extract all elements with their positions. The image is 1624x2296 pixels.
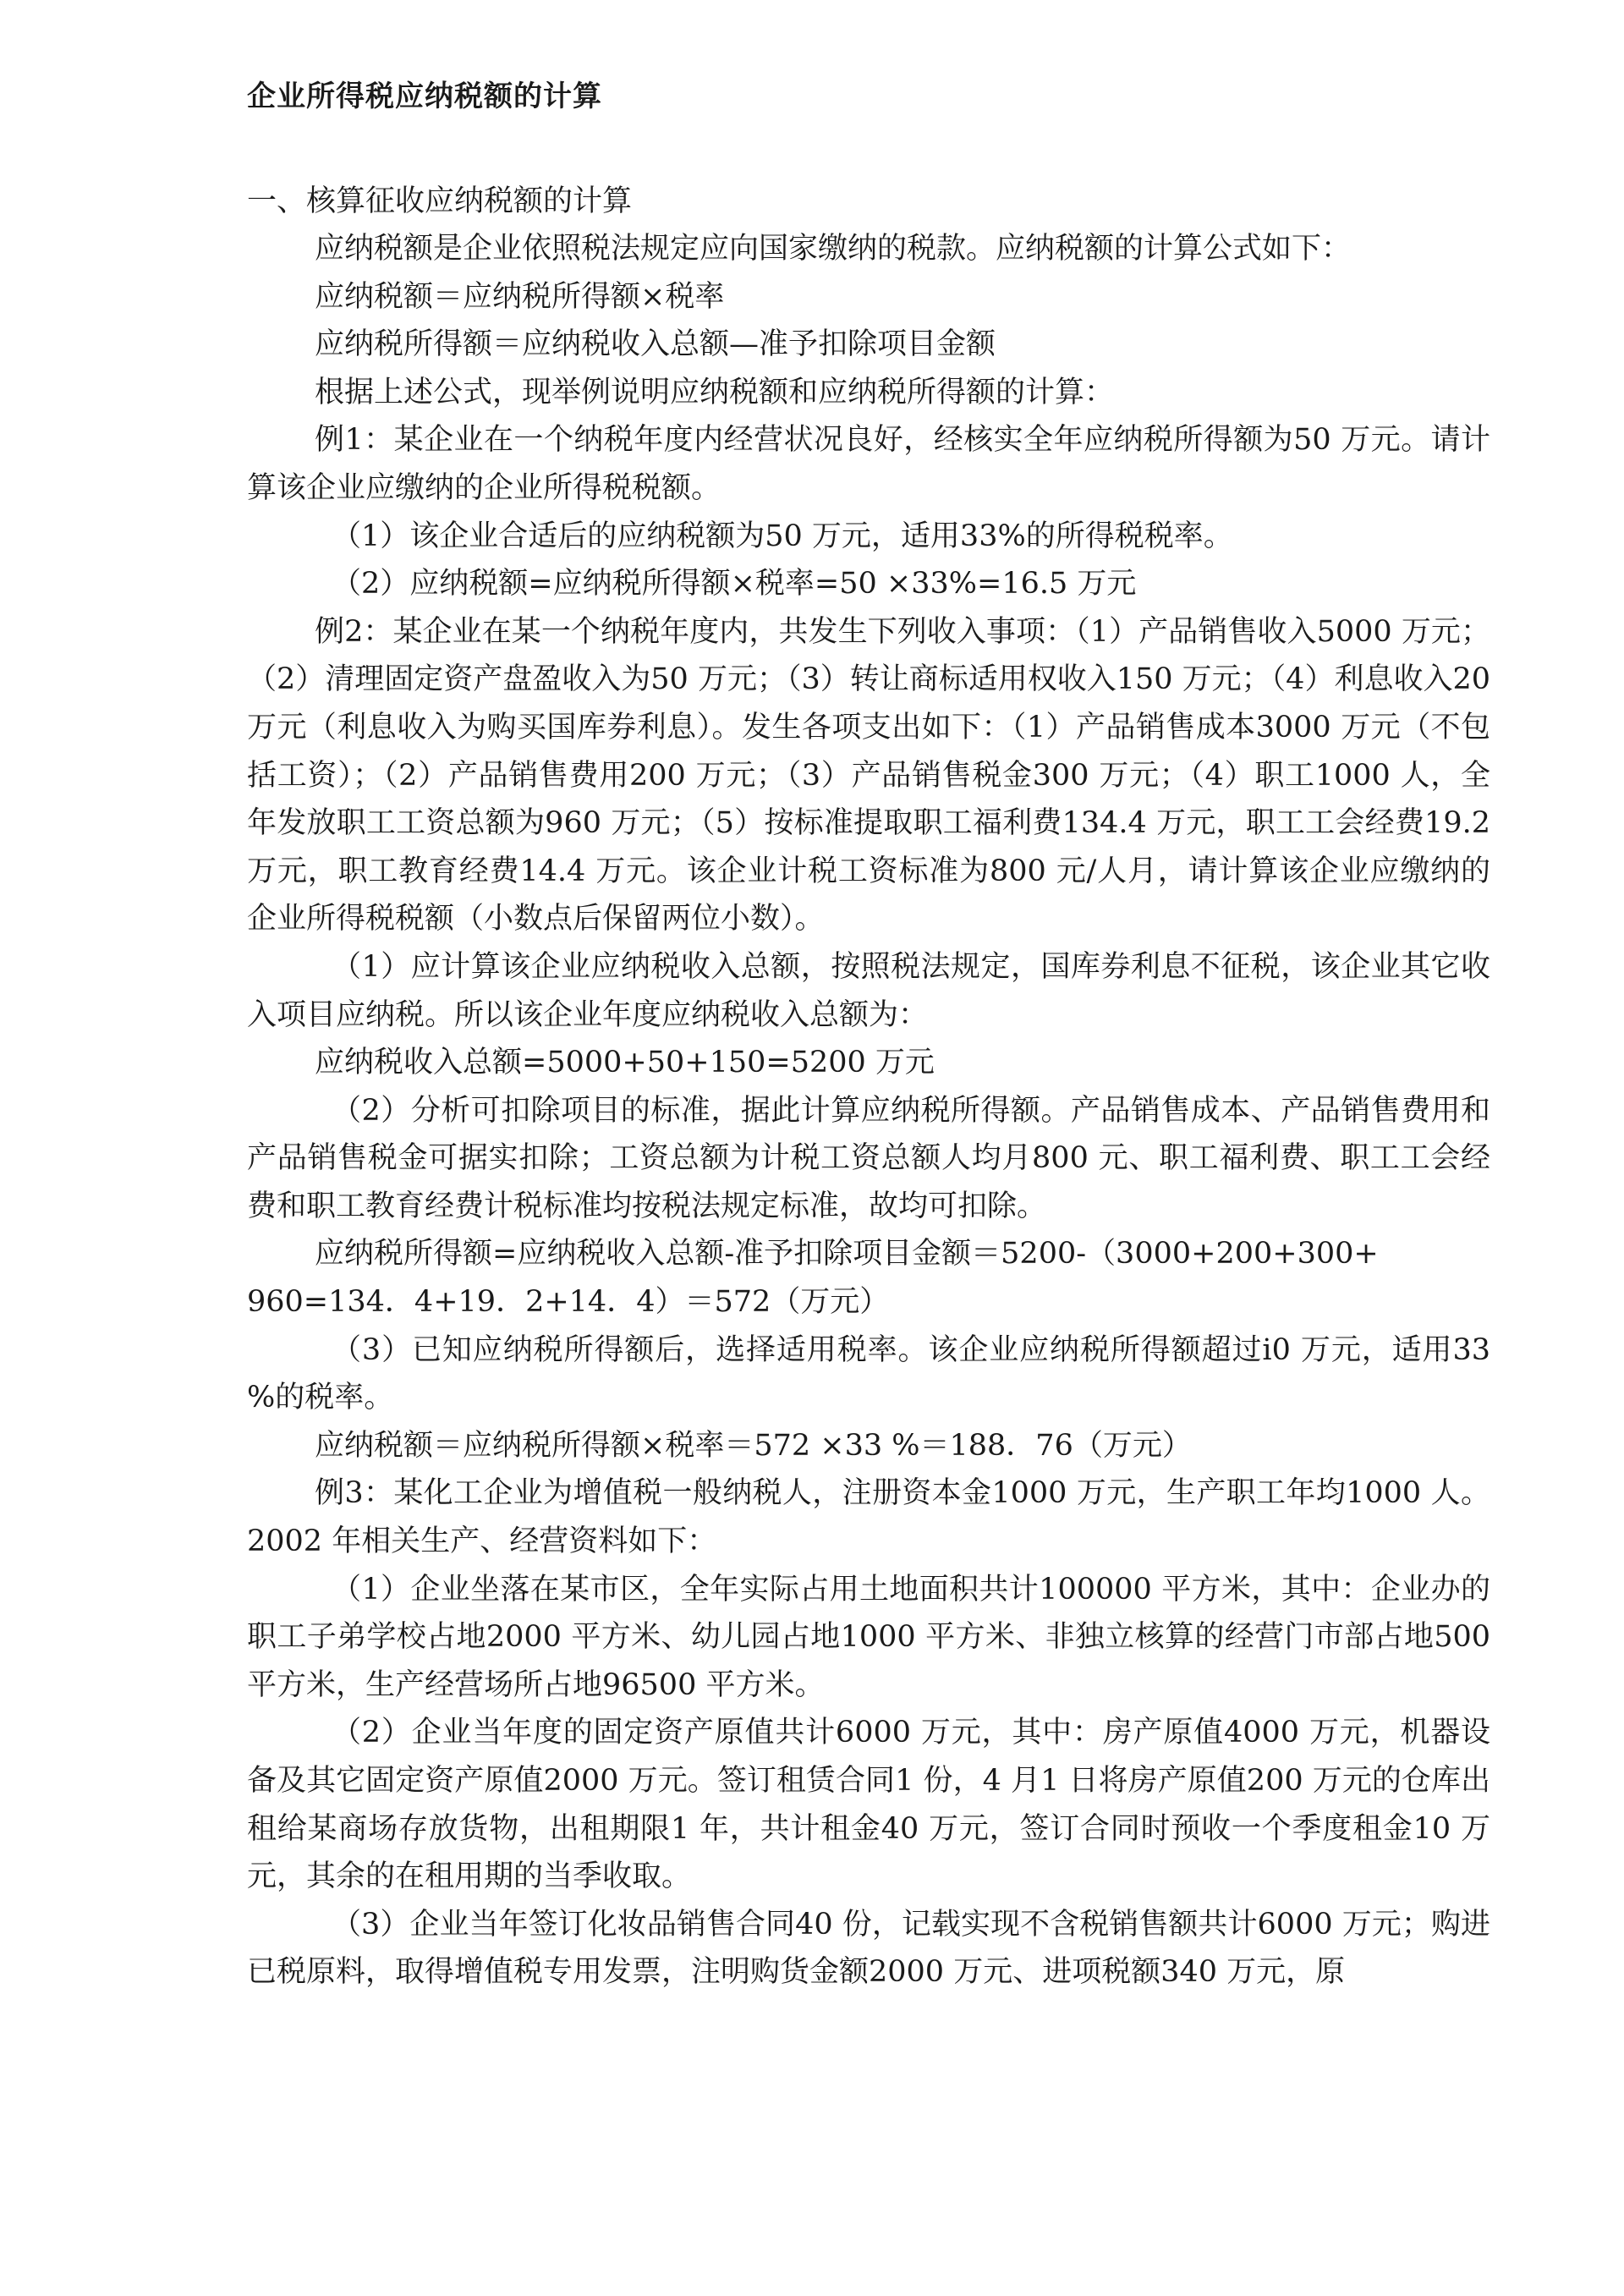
paragraph-intro: 应纳税额是企业依照税法规定应向国家缴纳的税款。应纳税额的计算公式如下： bbox=[315, 232, 1352, 266]
formula-taxable-income: 应纳税所得额＝应纳税收入总额—准予扣除项目金额 bbox=[315, 327, 996, 362]
document-page bbox=[247, 76, 1490, 1997]
paragraph-example-lead: 根据上述公式，现举例说明应纳税额和应纳税所得额的计算： bbox=[315, 375, 1115, 409]
example-3-item-3: （3）企业当年签订化妆品销售合同40 份，记载实现不含税销售额共计6000 万元；购进已税原料，取得增值税专用发票，注明购货金额2000 万元、进项税额340 万元，原 bbox=[247, 1907, 1490, 1990]
example-1: 例1：某企业在一个纳税年度内经营状况良好，经核实全年应纳税所得额为50 万元。请计算该企业应缴纳的企业所得税税额。 bbox=[247, 423, 1490, 505]
example-1-step-2: （2）应纳税额=应纳税所得额×税率=50 ×33%=16.5 万元 bbox=[332, 567, 1137, 601]
example-2-step-1: （1）应计算该企业应纳税收入总额，按照税法规定，国库券利息不征税，该企业其它收入项目应纳税。所以该企业年度应纳税收入总额为： bbox=[247, 949, 1490, 1032]
example-2-formula-income: 应纳税收入总额=5000+50+150=5200 万元 bbox=[315, 1046, 935, 1080]
document-title: 企业所得税应纳税额的计算 bbox=[247, 80, 602, 113]
example-2-formula-taxable-line2: 960=134．4+19．2+14．4）＝572（万元） bbox=[247, 1285, 890, 1320]
example-2-formula-tax: 应纳税额＝应纳税所得额×税率＝572 ×33 %＝188．76（万元） bbox=[315, 1428, 1192, 1463]
section-heading: 一、核算征收应纳税额的计算 bbox=[247, 184, 633, 218]
example-2: 例2：某企业在某一个纳税年度内，共发生下列收入事项：（1）产品销售收入5000 万元；（2）清理固定资产盘盈收入为50 万元；（3）转让商标适用权收入150 万元；（4）利息收入20 万元（利息收入为购买国库券利息）。发生各项支出如下：（1）产品销售成本3000 万元（不包括工资）；（2）产品销售费用200 万元；（3）产品销售税金300 万元；（4）职工1000 人，全年发放职工工资总额为960 万元；（5）按标准提取职工福利费134.4 万元，职工工会经费19.2 万元，职工教育经费14.4 万元。该企业计税工资标准为800 元/人月，请计算该企业应缴纳的企业所得税税额（小数点后保留两位小数）。 bbox=[247, 614, 1490, 937]
example-3-item-1: （1）企业坐落在某市区，全年实际占用土地面积共计100000 平方米，其中：企业办的职工子弟学校占地2000 平方米、幼儿园占地1000 平方米、非独立核算的经营门市部占地500 平方米，生产经营场所占地96500 平方米。 bbox=[247, 1572, 1490, 1702]
formula-tax-payable: 应纳税额＝应纳税所得额×税率 bbox=[315, 279, 725, 314]
example-3: 例3：某化工企业为增值税一般纳税人，注册资本金1000 万元，生产职工年均1000 人。2002 年相关生产、经营资料如下： bbox=[247, 1476, 1490, 1559]
example-2-step-2: （2）分析可扣除项目的标准，据此计算应纳税所得额。产品销售成本、产品销售费用和产品销售税金可据实扣除；工资总额为计税工资总额人均月800 元、职工福利费、职工工会经费和职工教育经费计税标准均按税法规定标准，故均可扣除。 bbox=[247, 1093, 1490, 1223]
example-1-step-1: （1）该企业合适后的应纳税额为50 万元，适用33%的所得税税率。 bbox=[332, 519, 1233, 553]
example-3-item-2: （2）企业当年度的固定资产原值共计6000 万元，其中：房产原值4000 万元，机器设备及其它固定资产原值2000 万元。签订租赁合同1 份，4 月1 日将房产原值200 万元的仓库出租给某商场存放货物，出租期限1 年，共计租金40 万元，签订合同时预收一个季度租金10 万元，其余的在租用期的当季收取。 bbox=[247, 1716, 1490, 1894]
example-2-step-3: （3）已知应纳税所得额后，选择适用税率。该企业应纳税所得额超过i0 万元，适用33 %的税率。 bbox=[247, 1332, 1490, 1415]
example-2-formula-taxable-line1: 应纳税所得额=应纳税收入总额-准予扣除项目金额＝5200-（3000+200+300+ bbox=[315, 1237, 1379, 1272]
